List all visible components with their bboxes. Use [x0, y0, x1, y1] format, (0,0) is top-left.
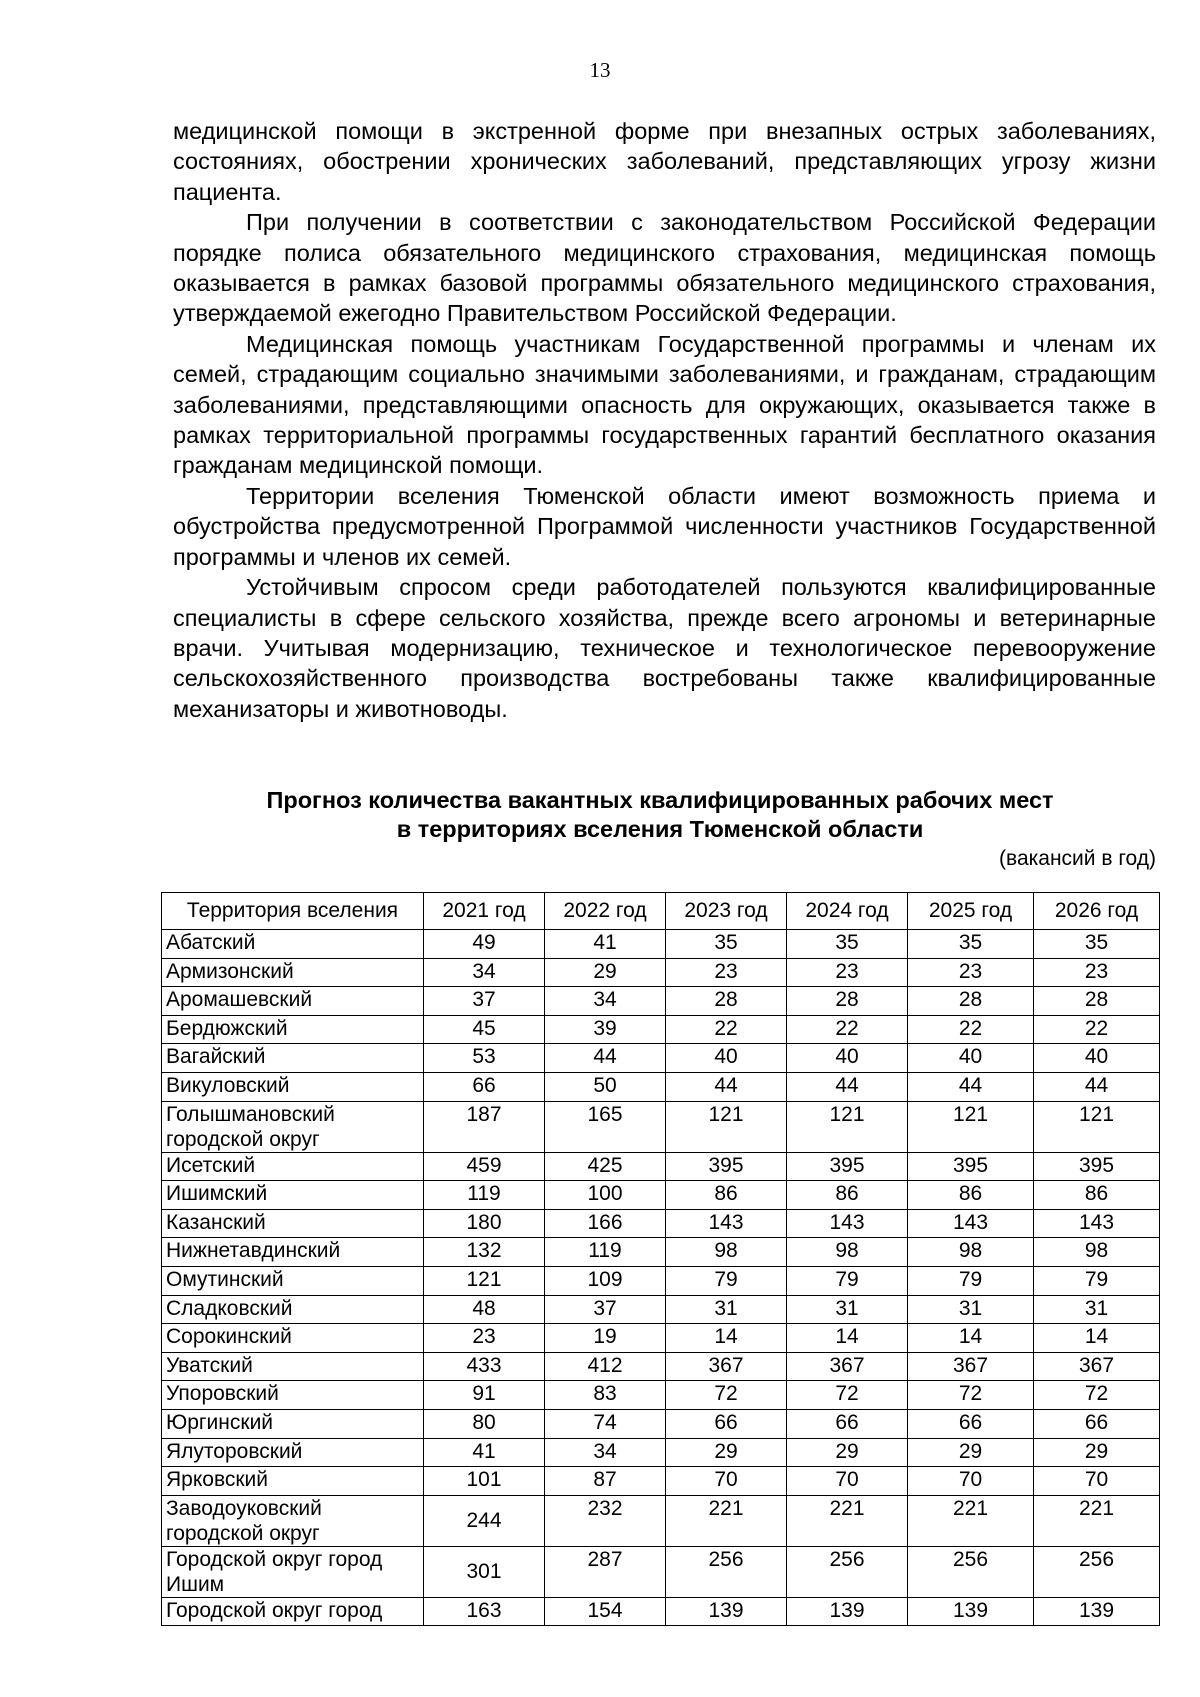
- vacancy-value: 28: [787, 987, 908, 1016]
- vacancy-value: 66: [424, 1072, 545, 1101]
- vacancy-value: 101: [424, 1467, 545, 1496]
- vacancy-value: 143: [1034, 1209, 1160, 1238]
- vacancy-value: 83: [545, 1381, 666, 1410]
- vacancy-value: 29: [787, 1438, 908, 1467]
- territory-name: Омутинский: [162, 1266, 424, 1295]
- vacancy-value: 187: [424, 1101, 545, 1152]
- vacancy-value: 29: [908, 1438, 1034, 1467]
- vacancy-value: 109: [545, 1266, 666, 1295]
- vacancy-value: 132: [424, 1238, 545, 1267]
- column-header: 2026 год: [1034, 893, 1160, 930]
- vacancy-value: 66: [908, 1409, 1034, 1438]
- table-title-line-1: Прогноз количества вакантных квалифицированных рабочих мест: [266, 787, 1054, 813]
- vacancy-value: 49: [424, 930, 545, 959]
- vacancy-value: 37: [545, 1295, 666, 1324]
- vacancy-value: 35: [908, 930, 1034, 959]
- vacancy-value: 79: [1034, 1266, 1160, 1295]
- vacancy-value: 31: [666, 1295, 787, 1324]
- vacancy-value: 244: [424, 1495, 545, 1546]
- vacancy-value: 163: [424, 1597, 545, 1626]
- vacancy-value: 395: [908, 1152, 1034, 1181]
- vacancy-value: 433: [424, 1352, 545, 1381]
- vacancy-value: 139: [787, 1597, 908, 1626]
- territory-name: Сладковский: [162, 1295, 424, 1324]
- vacancy-value: 256: [666, 1546, 787, 1597]
- vacancy-value: 41: [424, 1438, 545, 1467]
- territory-name: Ярковский: [162, 1467, 424, 1496]
- vacancy-value: 70: [666, 1467, 787, 1496]
- territory-name: Армизонский: [162, 958, 424, 987]
- vacancy-value: 66: [1034, 1409, 1160, 1438]
- vacancy-value: 459: [424, 1152, 545, 1181]
- vacancy-value: 221: [787, 1495, 908, 1546]
- territory-name: Аромашевский: [162, 987, 424, 1016]
- vacancy-value: 53: [424, 1044, 545, 1073]
- vacancy-value: 23: [1034, 958, 1160, 987]
- vacancy-value: 40: [1034, 1044, 1160, 1073]
- vacancy-value: 14: [1034, 1324, 1160, 1353]
- vacancy-value: 119: [545, 1238, 666, 1267]
- vacancy-value: 154: [545, 1597, 666, 1626]
- column-header: 2025 год: [908, 893, 1034, 930]
- vacancy-value: 29: [1034, 1438, 1160, 1467]
- paragraph: Устойчивым спросом среди работодателей пользуются квалифицированные специалисты в сфере сельского хозяйства, прежде всего агрономы и ветеринарные врачи. Учитывая модернизацию, техническое и технологическое перевооружение сельскохозяйственного производства востребованы также квалифицированные механизаторы и животноводы.: [173, 574, 1156, 722]
- vacancy-value: 367: [908, 1352, 1034, 1381]
- territory-name: Городской округ город Ишим: [162, 1546, 424, 1597]
- vacancy-value: 34: [545, 987, 666, 1016]
- vacancy-value: 31: [787, 1295, 908, 1324]
- vacancy-value: 165: [545, 1101, 666, 1152]
- table-row: [162, 1015, 1160, 1044]
- vacancy-value: 35: [666, 930, 787, 959]
- vacancy-value: 44: [545, 1044, 666, 1073]
- vacancy-value: 72: [787, 1381, 908, 1410]
- vacancy-value: 98: [1034, 1238, 1160, 1267]
- vacancy-value: 86: [787, 1181, 908, 1210]
- vacancy-value: 287: [545, 1546, 666, 1597]
- territory-name: Сорокинский: [162, 1324, 424, 1353]
- table-row: [162, 1209, 1160, 1238]
- vacancy-value: 66: [787, 1409, 908, 1438]
- vacancy-value: 74: [545, 1409, 666, 1438]
- vacancy-value: 80: [424, 1409, 545, 1438]
- vacancy-value: 29: [666, 1438, 787, 1467]
- column-header: 2023 год: [666, 893, 787, 930]
- territory-name: Заводоуковский городской округ: [162, 1495, 424, 1546]
- forecast-table: [161, 892, 1160, 1626]
- vacancy-value: 139: [1034, 1597, 1160, 1626]
- vacancy-value: 367: [1034, 1352, 1160, 1381]
- vacancy-value: 395: [787, 1152, 908, 1181]
- territory-name: Исетский: [162, 1152, 424, 1181]
- vacancy-value: 79: [666, 1266, 787, 1295]
- vacancy-value: 34: [424, 958, 545, 987]
- territory-name: Городской округ город: [162, 1597, 424, 1626]
- vacancy-value: 34: [545, 1438, 666, 1467]
- territory-name: Упоровский: [162, 1381, 424, 1410]
- table-row: [162, 1295, 1160, 1324]
- vacancy-value: 395: [1034, 1152, 1160, 1181]
- territory-name: Ишимский: [162, 1181, 424, 1210]
- vacancy-value: 143: [908, 1209, 1034, 1238]
- vacancy-value: 66: [666, 1409, 787, 1438]
- paragraph: Медицинская помощь участникам Государственной программы и членам их семей, страдающим социально значимыми заболеваниями, и гражданам, страдающим заболеваниями, представляющими опасность для окружающих, оказывается также в рамках территориальной программы государственных гарантий бесплатного оказания гражданам медицинской помощи.: [173, 330, 1156, 479]
- vacancy-value: 72: [1034, 1381, 1160, 1410]
- territory-name: Нижнетавдинский: [162, 1238, 424, 1267]
- vacancy-value: 367: [787, 1352, 908, 1381]
- table-row: [162, 1381, 1160, 1410]
- table-row: [162, 1409, 1160, 1438]
- vacancy-value: 98: [787, 1238, 908, 1267]
- vacancy-value: 221: [1034, 1495, 1160, 1546]
- table-row: [162, 1438, 1160, 1467]
- territory-name: Бердюжский: [162, 1015, 424, 1044]
- table-row: [162, 1597, 1160, 1626]
- table-body: [162, 930, 1160, 1626]
- vacancy-value: 22: [666, 1015, 787, 1044]
- column-header: 2022 год: [545, 893, 666, 930]
- table-row: [162, 1101, 1160, 1152]
- vacancy-value: 22: [787, 1015, 908, 1044]
- vacancy-value: 425: [545, 1152, 666, 1181]
- vacancy-value: 121: [666, 1101, 787, 1152]
- vacancy-value: 119: [424, 1181, 545, 1210]
- column-header: 2021 год: [424, 893, 545, 930]
- vacancy-value: 256: [1034, 1546, 1160, 1597]
- vacancy-value: 256: [787, 1546, 908, 1597]
- vacancy-value: 70: [1034, 1467, 1160, 1496]
- vacancy-value: 41: [545, 930, 666, 959]
- territory-name: Ялуторовский: [162, 1438, 424, 1467]
- table-header-row: [162, 893, 1160, 930]
- body-text: [173, 116, 1156, 724]
- vacancy-value: 40: [666, 1044, 787, 1073]
- vacancy-value: 367: [666, 1352, 787, 1381]
- vacancy-value: 100: [545, 1181, 666, 1210]
- column-header: Территория вселения: [162, 893, 424, 930]
- vacancy-value: 121: [908, 1101, 1034, 1152]
- table-row: [162, 1352, 1160, 1381]
- vacancy-value: 301: [424, 1546, 545, 1597]
- vacancy-value: 72: [666, 1381, 787, 1410]
- page-number: 13: [589, 58, 611, 82]
- vacancy-value: 31: [1034, 1295, 1160, 1324]
- vacancy-value: 70: [787, 1467, 908, 1496]
- vacancy-value: 395: [666, 1152, 787, 1181]
- table-row: [162, 1152, 1160, 1181]
- vacancy-value: 44: [1034, 1072, 1160, 1101]
- vacancy-value: 87: [545, 1467, 666, 1496]
- vacancy-value: 40: [908, 1044, 1034, 1073]
- vacancy-value: 28: [1034, 987, 1160, 1016]
- vacancy-value: 19: [545, 1324, 666, 1353]
- vacancy-value: 121: [787, 1101, 908, 1152]
- vacancy-value: 121: [424, 1266, 545, 1295]
- table-row: [162, 1181, 1160, 1210]
- table-title: [150, 786, 1170, 844]
- vacancy-value: 72: [908, 1381, 1034, 1410]
- vacancy-value: 256: [908, 1546, 1034, 1597]
- territory-name: Голышмановский городской округ: [162, 1101, 424, 1152]
- vacancy-value: 79: [787, 1266, 908, 1295]
- table-row: [162, 930, 1160, 959]
- vacancy-value: 48: [424, 1295, 545, 1324]
- vacancy-value: 70: [908, 1467, 1034, 1496]
- vacancy-value: 29: [545, 958, 666, 987]
- vacancy-value: 143: [787, 1209, 908, 1238]
- vacancy-value: 31: [908, 1295, 1034, 1324]
- vacancy-value: 86: [908, 1181, 1034, 1210]
- table-row: [162, 1495, 1160, 1546]
- vacancy-value: 14: [666, 1324, 787, 1353]
- vacancy-value: 180: [424, 1209, 545, 1238]
- table-row: [162, 1072, 1160, 1101]
- vacancy-value: 23: [787, 958, 908, 987]
- paragraph: При получении в соответствии с законодательством Российской Федерации порядке полиса обязательного медицинского страхования, медицинская помощь оказывается в рамках базовой программы обязательного медицинского страхования, утверждаемой ежегодно Правительством Российской Федерации.: [173, 209, 1156, 327]
- vacancy-value: 143: [666, 1209, 787, 1238]
- vacancy-value: 139: [666, 1597, 787, 1626]
- vacancy-value: 98: [908, 1238, 1034, 1267]
- vacancy-value: 79: [908, 1266, 1034, 1295]
- table-row: [162, 958, 1160, 987]
- vacancy-value: 28: [666, 987, 787, 1016]
- vacancy-value: 221: [908, 1495, 1034, 1546]
- vacancy-value: 86: [666, 1181, 787, 1210]
- table-row: [162, 1324, 1160, 1353]
- table-row: [162, 1044, 1160, 1073]
- vacancy-value: 91: [424, 1381, 545, 1410]
- vacancy-value: 40: [787, 1044, 908, 1073]
- territory-name: Абатский: [162, 930, 424, 959]
- vacancy-value: 166: [545, 1209, 666, 1238]
- vacancy-value: 28: [908, 987, 1034, 1016]
- territory-name: Вагайский: [162, 1044, 424, 1073]
- vacancy-value: 45: [424, 1015, 545, 1044]
- vacancy-value: 50: [545, 1072, 666, 1101]
- vacancy-value: 44: [787, 1072, 908, 1101]
- vacancy-value: 139: [908, 1597, 1034, 1626]
- table-row: [162, 1266, 1160, 1295]
- vacancy-value: 121: [1034, 1101, 1160, 1152]
- table-row: [162, 1467, 1160, 1496]
- vacancy-value: 44: [666, 1072, 787, 1101]
- table-title-line-2: в территориях вселения Тюменской области: [396, 816, 924, 842]
- vacancy-value: 98: [666, 1238, 787, 1267]
- territory-name: Казанский: [162, 1209, 424, 1238]
- territory-name: Юргинский: [162, 1409, 424, 1438]
- territory-name: Уватский: [162, 1352, 424, 1381]
- table-row: [162, 1546, 1160, 1597]
- vacancy-value: 37: [424, 987, 545, 1016]
- table-unit: (вакансий в год): [999, 847, 1156, 870]
- vacancy-value: 23: [908, 958, 1034, 987]
- vacancy-value: 22: [908, 1015, 1034, 1044]
- vacancy-value: 86: [1034, 1181, 1160, 1210]
- vacancy-value: 39: [545, 1015, 666, 1044]
- vacancy-value: 412: [545, 1352, 666, 1381]
- paragraph: Территории вселения Тюменской области имеют возможность приема и обустройства предусмотренной Программой численности участников Государственной программы и членов их семей.: [173, 482, 1156, 570]
- vacancy-value: 44: [908, 1072, 1034, 1101]
- column-header: 2024 год: [787, 893, 908, 930]
- table-row: [162, 1238, 1160, 1267]
- vacancy-value: 23: [424, 1324, 545, 1353]
- vacancy-value: 22: [1034, 1015, 1160, 1044]
- vacancy-value: 35: [787, 930, 908, 959]
- table-row: [162, 987, 1160, 1016]
- vacancy-value: 35: [1034, 930, 1160, 959]
- vacancy-value: 14: [787, 1324, 908, 1353]
- vacancy-value: 232: [545, 1495, 666, 1546]
- paragraph: медицинской помощи в экстренной форме при внезапных острых заболеваниях, состояниях, обострении хронических заболеваний, представляющих угрозу жизни пациента.: [173, 118, 1156, 205]
- territory-name: Викуловский: [162, 1072, 424, 1101]
- vacancy-value: 14: [908, 1324, 1034, 1353]
- vacancy-value: 221: [666, 1495, 787, 1546]
- vacancy-value: 23: [666, 958, 787, 987]
